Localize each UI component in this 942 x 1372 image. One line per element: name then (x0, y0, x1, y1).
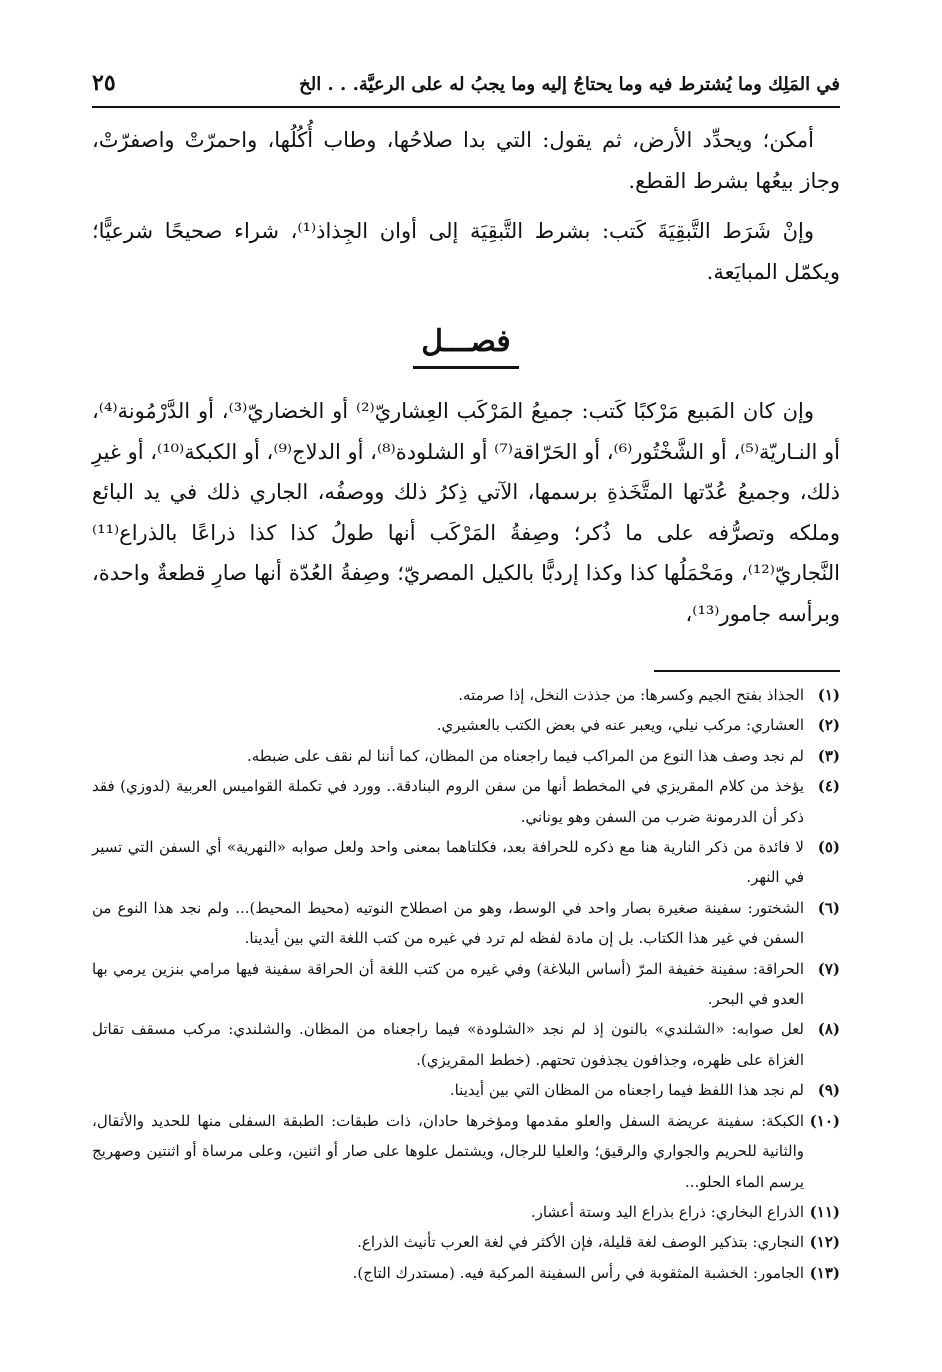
footnote-number: (٣) (817, 746, 840, 765)
footnote-number: (١١) (809, 1202, 840, 1221)
footnote-text: النجاري: بتذكير الوصف لغة قليلة، فإن الأكثر في لغة العرب تأنيث الذراع. (357, 1233, 804, 1252)
paragraph: وإنْ شَرَط التَّبقِيَةَ كَتب: بشرط التَّبقِيَة إلى أوان الجِذاذ⁽¹⁾، شراء صحيحًا شرعيًّا؛ ويكمّل المبايَعة. (92, 219, 840, 284)
book-page (92, 68, 840, 1288)
footnote-number: (٧) (817, 959, 840, 978)
footnote (92, 1075, 840, 1105)
footnote-text: يؤخذ من كلام المقريزي في المخطط أنها من سفن الروم البنادقة.. وورد في تكملة القواميس العربية (لدوزي) فقد ذكر أن الدرمونة ضرب من السفن وهو يوناني. (92, 777, 804, 826)
paragraph: وإن كان المَبيع مَرْكبًا كَتب: جميعُ المَرْكَب العِشاريّ⁽²⁾ أو الخضاريّ⁽³⁾، أو الدَّرْمُونة⁽⁴⁾، أو النـاريّة⁽⁵⁾، أو الشَّخْتُور⁽⁶⁾، أو الحَرّاقة⁽⁷⁾ أو الشلودة⁽⁸⁾، أو الدلاج⁽⁹⁾، أو الكبكة⁽¹⁰⁾، أو غيرِ ذلك، وجميعُ عُدّتها المتَّخَذةِ برسمها، الآتي ذِكرُ ذلك ووصفُه، الجاري ذلك في يد البائع وملكه وتصرُّفه على ما ذُكر؛ وصِفةُ المَرْكَب أنها طولُ كذا كذا ذراعًا بالذراع⁽¹¹⁾ النَّجاريّ⁽¹²⁾، ومَحْمَلُها كذا وكذا إردبًّا بالكيل المصريّ؛ وصِفةُ العُدّة أنها صارِ قطعةٌ واحدة، وبرأسه جامور⁽¹³⁾، (92, 399, 840, 626)
page-number: ٢٥ (92, 70, 116, 96)
footnote-number: (١٢) (809, 1233, 840, 1252)
footnote-text: الذراع البخاري: ذراع بذراع اليد وستة أعشار. (530, 1202, 804, 1221)
footnote-text: لم نجد وصف هذا النوع من المراكب فيما راجعناه من المظان، كما أننا لم نقف على ضبطه. (246, 746, 804, 765)
footnote-text: لم نجد هذا اللفظ فيما راجعناه من المظان التي بين أيدينا. (449, 1081, 804, 1100)
running-title: في المَلِك وما يُشترط فيه وما يحتاجُ إليه وما يجبُ له على الرعيَّة. . . الخ (299, 74, 840, 95)
footnote (92, 1106, 840, 1197)
footnote-text: لعل صوابه: «الشلندي» بالنون إذ لم نجد «الشلودة» فيما راجعناه من المظان. والشلندي: مركب مسقف تقاتل الغزاة على ظهره، وجذافون يجذفون تحتهم. (خطط المقريزي). (92, 1020, 804, 1069)
footnote-text: الحراقة: سفينة خفيفة المرّ (أساس البلاغة) وفي غيره من كتب اللغة أن الحراقة سفينة فيها مرامي بنزين يرمي بها العدو في البحر. (92, 959, 804, 1009)
main-text (92, 120, 840, 292)
footnote-number: (٢) (817, 716, 840, 735)
footnote (92, 1014, 840, 1075)
footnotes-list (92, 680, 840, 1288)
footnote-number: (٨) (817, 1020, 840, 1039)
footnote-text: لا فائدة من ذكر النارية هنا مع ذكره للحرافة بعد، فكلتاهما بمعنى واحد ولعل صوابه «النهرية» أي السفن التي تسير في النهر. (92, 838, 804, 887)
section-heading (92, 320, 840, 369)
page-header (92, 68, 840, 108)
footnote (92, 1258, 840, 1288)
footnote (92, 680, 840, 710)
footnote (92, 771, 840, 832)
footnote-number: (١٠) (809, 1111, 840, 1130)
paragraph: أمكن؛ ويحدِّد الأرض، ثم يقول: التي بدا صلاحُها، وطاب أُكُلُها، واحمرّتْ واصفرّتْ، وجاز بيعُها بشرط القطع. (92, 128, 840, 193)
footnote (92, 1197, 840, 1227)
footnote (92, 832, 840, 893)
footnote (92, 893, 840, 954)
footnote-divider (654, 670, 840, 672)
footnote (92, 1227, 840, 1257)
footnote-text: الكبكة: سفينة عريضة السفل والعلو مقدمها ومؤخرها حادان، ذات طبقات: الطبقة السفلى منها للحديد والأثقال، والثانية للحريم والجواري والرقيق؛ والعليا للرجال، ويشتمل علوها على صار أو اثنين، وعلى مرساة أو اثنتين وصهريج يرسم الماء الحلو... (92, 1111, 804, 1191)
section-title: فصـــل (413, 320, 518, 369)
footnote (92, 710, 840, 740)
footnote-number: (١٣) (809, 1263, 840, 1282)
section-text (92, 391, 840, 634)
footnote (92, 741, 840, 771)
footnote-number: (٤) (817, 777, 840, 796)
footnote-number: (١) (817, 686, 840, 704)
footnote-text: العشاري: مركب نيلي، ويعبر عنه في بعض الكتب بالعشيري. (436, 716, 804, 735)
footnote-number: (٥) (817, 838, 840, 857)
footnote (92, 954, 840, 1015)
footnote-text: الجامور: الخشبة المثقوبة في رأس السفينة المركبة فيه. (مستدرك التاج). (352, 1263, 804, 1282)
footnote-text: الشختور: سفينة صغيرة بصار واحد في الوسط، وهو من اصطلاح النوتيه (محيط المحيط)... ولم نجد هذا النوع من السفن في غير هذا الكتاب. بل إن مادة لفظه لم ترد في غيره من كتب اللغة التي بين أيدينا. (92, 898, 804, 948)
footnote-number: (٦) (817, 898, 840, 917)
footnote-text: الجذاذ بفتح الجيم وكسرها: من جذذت النخل، إذا صرمته. (458, 686, 804, 704)
footnote-number: (٩) (817, 1081, 840, 1100)
